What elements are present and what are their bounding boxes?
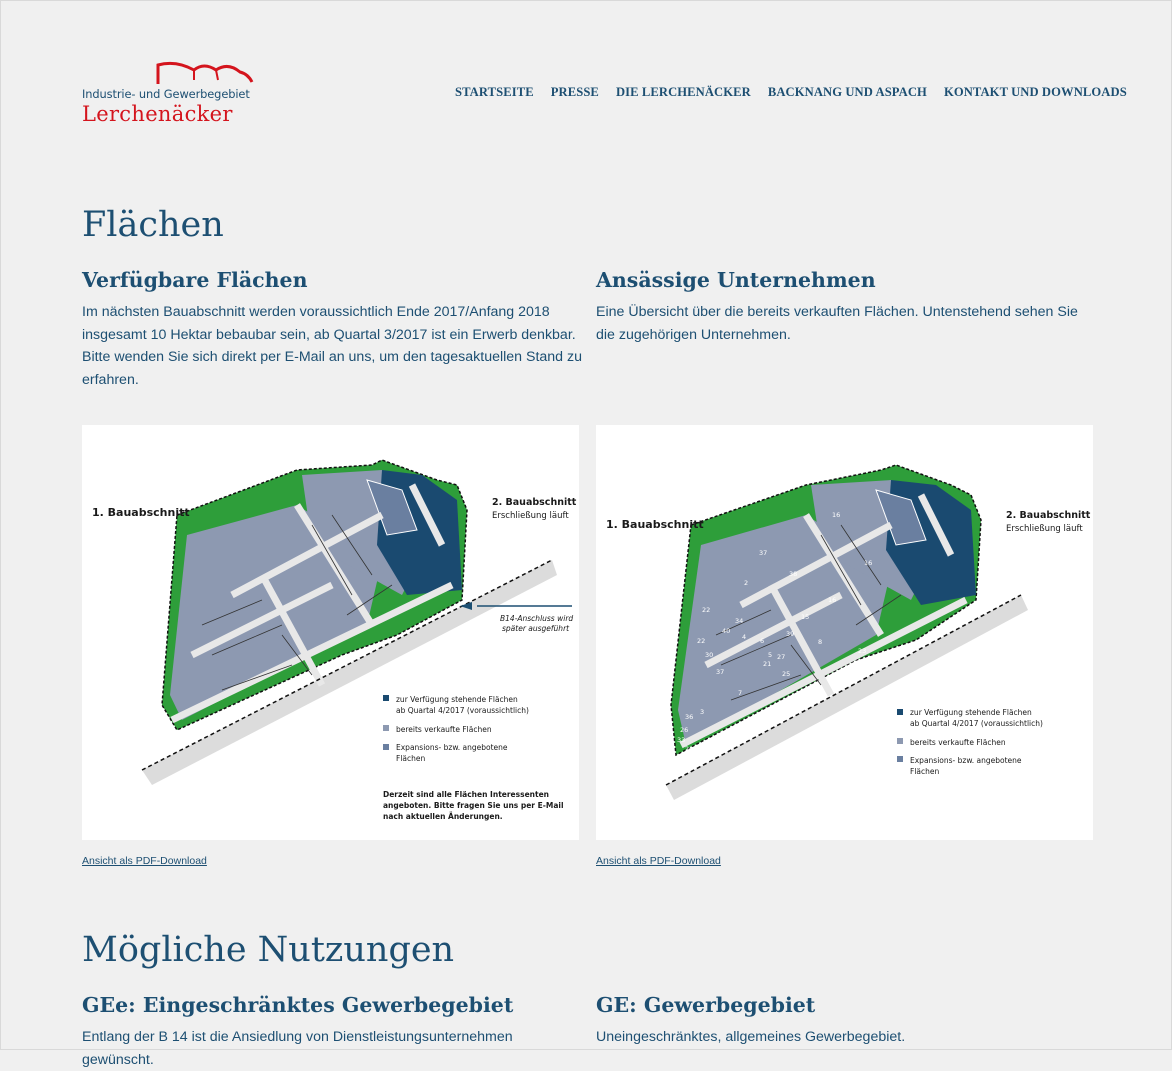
legend-available-swatch [383,695,389,701]
legend-available-line2: ab Quartal 4/2017 (voraussichtlich) [396,706,529,715]
text-ansaessige-unternehmen: Eine Übersicht über die bereits verkauften Flächen. Untenstehend sehen Sie die zugehörigen Unternehmen. [596,304,1078,343]
legend-available-swatch [897,709,903,715]
plot-number: 23 [858,647,867,655]
plot-number: 40 [722,627,731,635]
site-logo[interactable] [82,60,262,128]
legend-available-line1: zur Verfügung stehende Flächen [910,708,1032,717]
nav-lerchenaecker[interactable]: DIE LERCHENÄCKER [615,85,751,99]
plot-number: 20 [685,745,694,753]
site-map-companies-graphic [596,425,1093,840]
logo-arcs-icon [156,60,256,86]
map-label-bauabschnitt2: 2. Bauabschnitt [492,497,577,508]
section-title-nutzungen: Mögliche Nutzungen [82,930,455,970]
map-note-line1: Derzeit sind alle Flächen Interessenten [383,790,550,799]
legend-sold-swatch [897,738,903,744]
heading-gee: GEe: Eingeschränktes Gewerbegebiet [82,993,514,1017]
plot-number: 6 [760,637,765,645]
legend-expansion-line2: Flächen [396,754,426,763]
plot-number: 16 [832,511,841,519]
plot-number: 4 [742,633,747,641]
plot-number: 25 [782,670,791,678]
plot-number: 38 [789,570,798,578]
legend-expansion-line1: Expansions- bzw. angebotene [910,756,1022,765]
plot-number: 24 [747,715,756,723]
heading-ansaessige-unternehmen: Ansässige Unternehmen [596,268,876,292]
map-note-line2: angeboten. Bitte fragen Sie uns per E-Mail [383,801,564,810]
plot-number: 16 [828,596,837,604]
plot-number: 16 [864,559,873,567]
nav-backnang-aspach[interactable]: BACKNANG UND ASPACH [767,85,927,99]
site-map-companies[interactable] [596,425,1093,840]
nav-kontakt-downloads[interactable]: KONTAKT UND DOWNLOADS [943,85,1127,99]
plot-number: 22 [702,606,711,614]
pdf-download-left[interactable]: Ansicht als PDF-Download [82,855,207,867]
plot-number: 36 [685,713,694,721]
plot-number: 37 [759,549,768,557]
plot-number: 3 [700,708,705,716]
text-verfuegbare-flaechen: Im nächsten Bauabschnitt werden voraussichtlich Ende 2017/Anfang 2018 insgesamt 10 Hektar bebaubar sein, ab Quartal 3/2017 ist ein Erwerb denkbar. Bitte wenden Sie sich direkt per E-Mail an uns, um den tagesaktuellen Stand zu erfahren. [82,304,582,388]
plot-number: 10 [704,739,713,747]
map-label-bauabschnitt2: 2. Bauabschnitt [1006,510,1091,521]
b14-note-line1: B14-Anschluss wird [500,614,574,623]
section-title-flaechen: Flächen [82,205,224,245]
plot-number: 14 [719,730,728,738]
site-map-available[interactable] [82,425,579,840]
plot-number: 39 [786,630,795,638]
legend-sold-swatch [383,725,389,731]
plot-number: 27 [777,653,786,661]
map-label-erschliessung: Erschließung läuft [1006,524,1083,534]
legend-sold: bereits verkaufte Flächen [910,738,1006,747]
plot-number: 15 [801,613,810,621]
main-navigation [455,85,1127,100]
heading-verfuegbare-flaechen: Verfügbare Flächen [82,268,308,292]
plot-number: 33 [677,736,686,744]
site-map-available-graphic [82,425,579,840]
nav-presse[interactable]: PRESSE [550,85,599,99]
plot-number: 8 [818,638,823,646]
map-label-bauabschnitt1: 1. Bauabschnitt [606,518,704,531]
plot-number: 26 [680,726,689,734]
logo-name: Lerchenäcker [82,102,233,126]
legend-expansion-swatch [897,756,903,762]
legend-expansion-swatch [383,744,389,750]
plot-number: 30 [705,651,714,659]
heading-ge: GE: Gewerbegebiet [596,993,816,1017]
nav-startseite[interactable]: STARTSEITE [455,85,534,99]
text-ge: Uneingeschränktes, allgemeines Gewerbegebiet. [596,1029,906,1045]
pdf-download-right[interactable]: Ansicht als PDF-Download [596,855,721,867]
legend-available-line1: zur Verfügung stehende Flächen [396,695,518,704]
plot-number: 7 [738,689,743,697]
plot-number: 37 [716,668,725,676]
plot-number: 2 [744,579,749,587]
legend-available-line2: ab Quartal 4/2017 (voraussichtlich) [910,719,1043,728]
plot-number: 22 [697,637,706,645]
plot-number: 11 [794,692,803,700]
map-label-erschliessung: Erschließung läuft [492,511,569,521]
legend-expansion-line2: Flächen [910,767,940,776]
logo-subtitle: Industrie- und Gewerbegebiet [82,87,250,101]
legend-expansion-line1: Expansions- bzw. angebotene [396,743,508,752]
plot-number: 34 [735,617,744,625]
map-note-line3: nach aktuellen Änderungen. [383,812,503,821]
legend-sold: bereits verkaufte Flächen [396,725,492,734]
plot-number: 5 [768,651,773,659]
map-label-bauabschnitt1: 1. Bauabschnitt [92,506,190,519]
plot-number: 21 [763,660,772,668]
b14-note-line2: später ausgeführt [502,624,570,633]
text-gee: Entlang der B 14 ist die Ansiedlung von Dienstleistungsunternehmen gewünscht. [82,1029,513,1068]
